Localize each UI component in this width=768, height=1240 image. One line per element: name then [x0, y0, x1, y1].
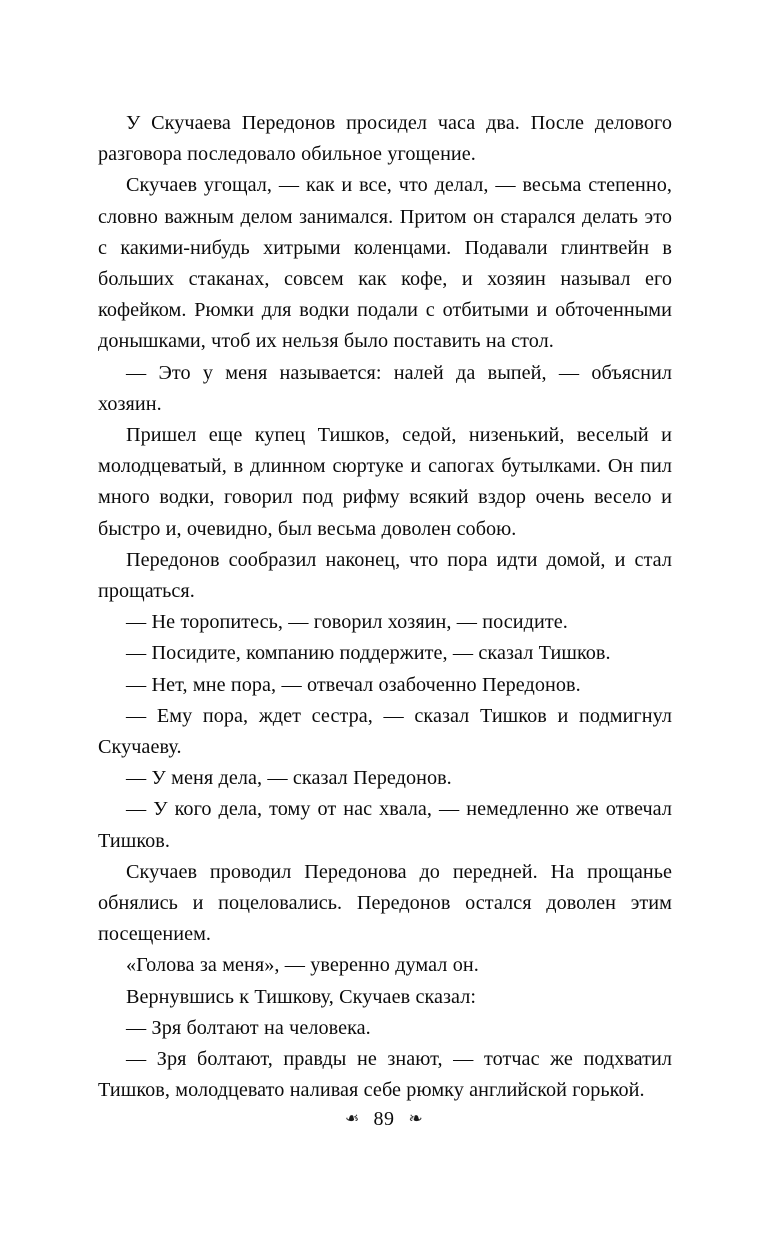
floral-ornament-icon: ❧	[408, 1109, 423, 1128]
body-text	[98, 108, 672, 1107]
paragraph: Передонов сообразил наконец, что пора идти домой, и стал прощаться.	[98, 548, 672, 603]
paragraph: У Скучаева Передонов просидел часа два. После делового разговора последовало обильное угощение.	[98, 112, 672, 166]
floral-ornament-icon: ❧	[345, 1109, 360, 1128]
paragraph: — Зря болтают на человека.	[126, 1016, 371, 1039]
paragraph: Вернувшись к Тишкову, Скучаев сказал:	[126, 985, 477, 1008]
page-footer	[0, 1108, 768, 1130]
paragraph: — Зря болтают, правды не знают, — тотчас же подхватил Тишков, молодцевато наливая себе рюмку английской горькой.	[98, 1048, 672, 1102]
paragraph: — Посидите, компанию поддержите, — сказал Тишков.	[126, 642, 611, 665]
paragraph: — Не торопитесь, — говорил хозяин, — посидите.	[126, 611, 568, 634]
paragraph: — У меня дела, — сказал Передонов.	[126, 767, 452, 790]
paragraph: — Ему пора, ждет сестра, — сказал Тишков и подмигнул Скучаеву.	[98, 704, 672, 759]
paragraph: — Нет, мне пора, — отвечал озабоченно Передонов.	[126, 673, 581, 696]
paragraph: Скучаев проводил Передонова до передней. На прощанье обнялись и поцеловались. Передонов остался доволен этим посещением.	[98, 860, 672, 946]
paragraph: — У кого дела, тому от нас хвала, — немедленно же отвечал Тишков.	[98, 798, 672, 852]
paragraph: Пришел еще купец Тишков, седой, низенький, веселый и молодцеватый, в длинном сюртуке и сапогах бутылками. Он пил много водки, говорил под рифму всякий вздор очень весело и быстро и, очевидно, был весьма доволен собою.	[98, 424, 672, 540]
paragraph: «Голова за меня», — уверенно думал он.	[126, 954, 479, 977]
paragraph: — Это у меня называется: налей да выпей, — объяснил хозяин.	[98, 361, 672, 415]
paragraph: Скучаев угощал, — как и все, что делал, — весьма степенно, словно важным делом занимался. Притом он старался делать это с какими-нибудь хитрыми коленцами. Подавали глинтвейн в больших стаканах, совсем как кофе, и хозяин называл его кофейком. Рюмки для водки подали с отбитыми и обточенными донышками, чтоб их нельзя было поставить на стол.	[98, 174, 672, 353]
page-number: 89	[373, 1108, 395, 1130]
